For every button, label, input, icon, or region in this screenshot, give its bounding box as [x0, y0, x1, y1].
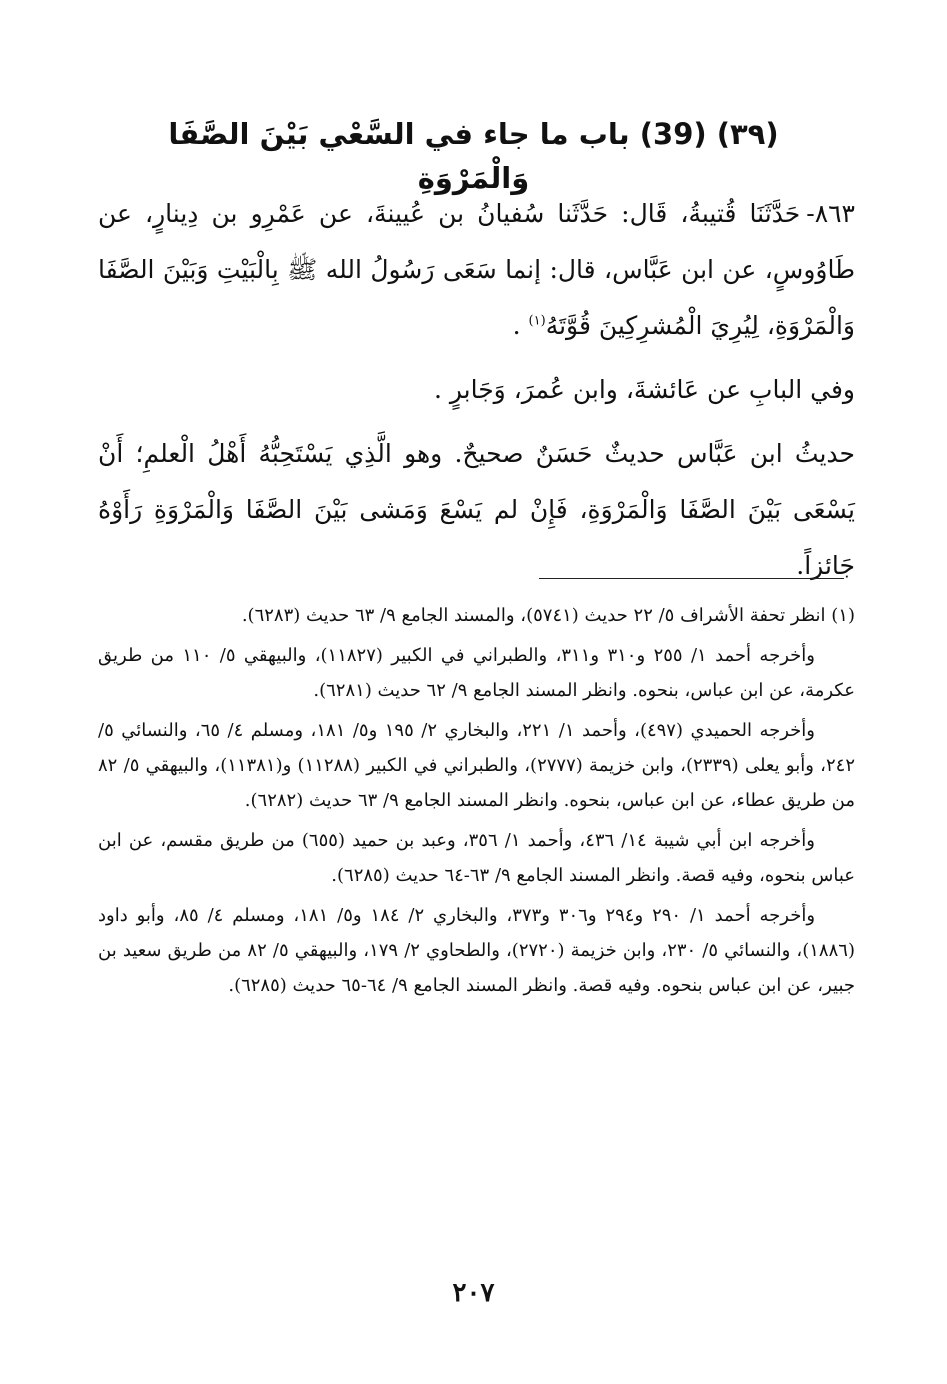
- footnote-reference[interactable]: (١): [528, 313, 546, 329]
- page-number: ٢٠٧: [452, 1278, 495, 1308]
- footnote-entry: وأخرجه ابن أبي شيبة ١٤/ ٤٣٦، وأحمد ١/ ٣٥٦، وعبد بن حميد (٦٥٥) من طريق مقسم، عن ابن عباس بنحوه، وفيه قصة. وانظر المسند الجامع ٩/ ٦٣-٦٤ حديث (٦٢٨٥).: [98, 830, 855, 886]
- hadith-end: .: [512, 311, 529, 340]
- hadith-number: ٨٦٣-: [806, 199, 855, 228]
- footnote-entry: وأخرجه الحميدي (٤٩٧)، وأحمد ١/ ٢٢١، والبخاري ٢/ ١٩٥ و٥/ ١٨١، ومسلم ٤/ ٦٥، والنسائي ٥/ ٢٤٢، وأبو يعلى (٢٣٣٩)، وابن خزيمة (٢٧٧٧)، والطبراني في الكبير (١١٢٨٨) و(١١٣٨١)، والبيهقي ٥/ ٨٢ من طريق عطاء، عن ابن عباس، بنحوه. وانظر المسند الجامع ٩/ ٦٣ حديث (٦٢٨٢).: [98, 720, 856, 811]
- footnote-entry: (١) انظر تحفة الأشراف ٥/ ٢٢ حديث (٥٧٤١)، والمسند الجامع ٩/ ٦٣ حديث (٦٢٨٣).: [241, 605, 855, 626]
- hadith-text: حَدَّثَنَا قُتيبةُ، قَال: حَدَّثَنا سُفيانُ بن عُيينةَ، عن عَمْرِو بن دِينارٍ، عن طَاوُوسٍ، عن ابن عَبَّاس، قال: إنما سَعَى رَسُولُ الله ﷺ بِالْبَيْتِ وَبَيْنَ الصَّفَا وَالْمَرْوَةِ، لِيُرِيَ الْمُشرِكِينَ قُوَّتَهُ: [98, 199, 855, 340]
- footnote-entry: وأخرجه أحمد ١/ ٢٥٥ و٣١٠ و٣١١، والطبراني في الكبير (١١٨٢٧)، والبيهقي ٥/ ١١٠ من طريق عكرمة، عن ابن عباس، بنحوه. وانظر المسند الجامع ٩/ ٦٢ حديث (٦٢٨١).: [98, 645, 855, 701]
- hadith-paragraph: [98, 186, 855, 354]
- footnote-entry: وأخرجه أحمد ١/ ٢٩٠ و٢٩٤ و٣٠٦ و٣٧٣، والبخاري ٢/ ١٨٤ و٥/ ١٨١، ومسلم ٤/ ٨٥، وأبو داود (١٨٨٦)، والنسائي ٥/ ٢٣٠، وابن خزيمة (٢٧٢٠)، والطحاوي ٢/ ١٧٩، والبيهقي ٥/ ٨٢ من طريق سعيد بن جبير، عن ابن عباس بنحوه. وفيه قصة. وانظر المسند الجامع ٩/ ٦٤-٦٥ حديث (٦٢٨٥).: [98, 905, 855, 996]
- footnote-divider: [539, 578, 844, 579]
- grading-paragraph: حديثُ ابن عَبَّاس حديثٌ حَسَنٌ صحيحٌ. وهو الَّذِي يَسْتَحِبُّهُ أَهْلُ الْعلمِ؛ أَنْ يَسْعَى بَيْنَ الصَّفَا وَالْمَرْوَةِ، فَإِنْ لم يَسْعَ وَمَشى بَيْنَ الصَّفَا وَالْمَرْوَةِ رَأَوْهُ جَائزاً.: [98, 439, 855, 580]
- main-text: [98, 186, 855, 594]
- chapter-title: (٣٩) (39) باب ما جاء في السَّعْي بَيْنَ الصَّفَا وَالْمَرْوَةِ: [168, 117, 779, 195]
- footnotes-section: [98, 598, 855, 1003]
- chapter-note: وفي البابِ عن عَائشةَ، وابن عُمرَ، وَجَابرٍ .: [433, 375, 855, 404]
